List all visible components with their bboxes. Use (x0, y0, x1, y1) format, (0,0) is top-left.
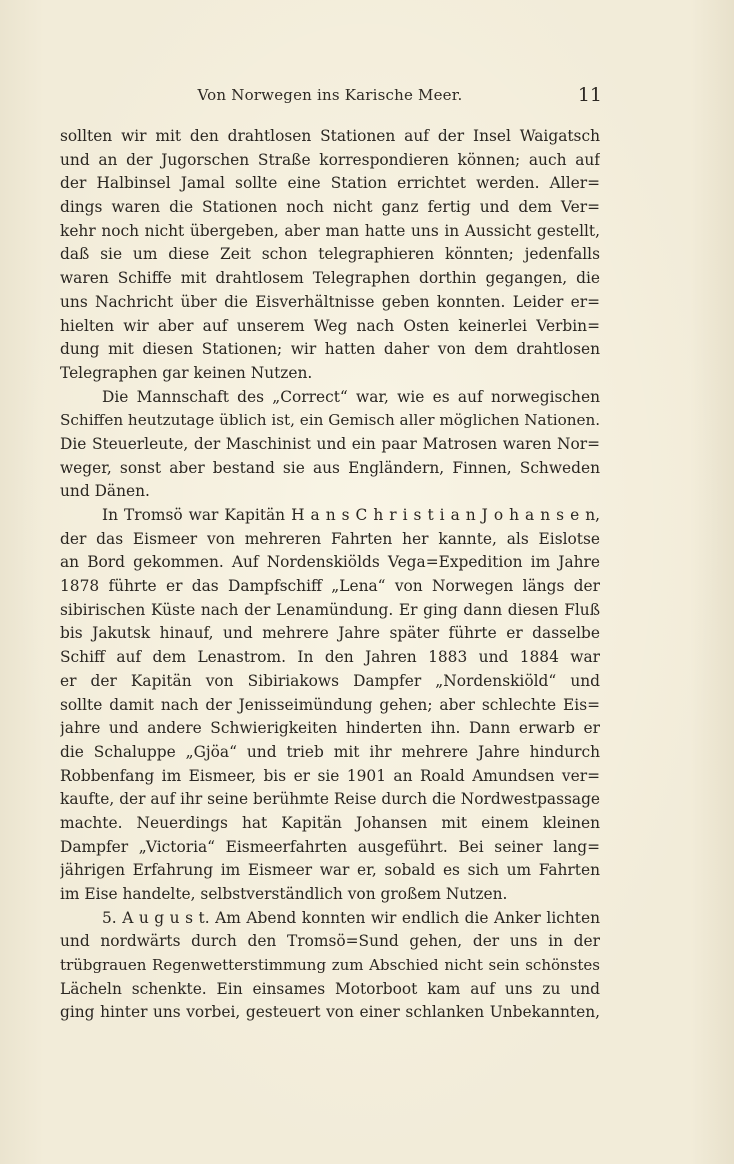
text-line: Schiff auf dem Lenastrom. In den Jahren 1883 und 1884 war (60, 648, 600, 667)
text-line: und nordwärts durch den Tromsö=Sund gehen, der uns in der (60, 932, 600, 951)
text-line: machte. Neuerdings hat Kapitän Johansen mit einem kleinen (60, 813, 600, 832)
text-line: Schiffen heutzutage üblich ist, ein Gemisch aller möglichen Nationen. (60, 411, 600, 430)
text-line: der das Eismeer von mehreren Fahrten her kannte, als Eislotse (60, 529, 600, 548)
running-title: Von Norwegen ins Karische Meer. (197, 86, 463, 104)
text-line: der Halbinsel Jamal sollte eine Station errichtet werden. Aller= (60, 174, 600, 193)
text-line: und Dänen. (60, 482, 150, 501)
text-line: Telegraphen gar keinen Nutzen. (60, 363, 313, 382)
text-line: im Eise handelte, selbstverständlich von großem Nutzen. (60, 885, 508, 903)
page-number: 11 (577, 84, 602, 106)
text-line: jährigen Erfahrung im Eismeer war er, sobald es sich um Fahrten (60, 861, 600, 880)
text-line: dings waren die Stationen noch nicht ganz fertig und dem Ver= (60, 198, 600, 217)
text-line: In Tromsö war Kapitän H a n s C h r i s t i a n J o h a n s e n, (102, 506, 600, 524)
text-line: waren Schiffe mit drahtlosem Telegraphen dorthin gegangen, die (60, 269, 600, 288)
text-line: daß sie um diese Zeit schon telegraphieren könnten; jedenfalls (60, 245, 600, 264)
page-header (60, 84, 600, 112)
text-line: 5. A u g u s t. Am Abend konnten wir endlich die Anker lichten (102, 908, 600, 927)
text-line: dung mit diesen Stationen; wir hatten daher von dem drahtlosen (60, 340, 600, 359)
text-line: trübgrauen Regenwetterstimmung zum Abschied nicht sein schönstes (60, 956, 600, 975)
text-line: ging hinter uns vorbei, gesteuert von einer schlanken Unbekannten, (60, 1003, 600, 1022)
text-line: Lächeln schenkte. Ein einsames Motorboot kam auf uns zu und (60, 979, 600, 998)
text-line: hielten wir aber auf unserem Weg nach Osten keinerlei Verbin= (60, 316, 600, 335)
text-line: Die Steuerleute, der Maschinist und ein paar Matrosen waren Nor= (60, 434, 600, 453)
text-line: kehr noch nicht übergeben, aber man hatte uns in Aussicht gestellt, (60, 221, 600, 240)
text-line: uns Nachricht über die Eisverhältnisse geben konnten. Leider er= (60, 292, 600, 311)
text-line: jahre und andere Schwierigkeiten hinderten ihn. Dann erwarb er (60, 719, 600, 738)
text-line: weger, sonst aber bestand sie aus Engländern, Finnen, Schweden (60, 458, 600, 477)
text-line: die Schaluppe „Gjöa“ und trieb mit ihr mehrere Jahre hindurch (60, 742, 600, 761)
text-line: bis Jakutsk hinauf, und mehrere Jahre später führte er dasselbe (60, 624, 600, 643)
text-line: Die Mannschaft des „Correct“ war, wie es auf norwegischen (102, 387, 600, 406)
text-line: und an der Jugorschen Straße korrespondieren können; auch auf (60, 150, 600, 169)
text-line: sollten wir mit den drahtlosen Stationen auf der Insel Waigatsch (60, 127, 600, 145)
text-line: Dampfer „Victoria“ Eismeerfahrten ausgeführt. Bei seiner lang= (60, 837, 600, 856)
text-line: 1878 führte er das Dampfschiff „Lena“ von Norwegen längs der (60, 577, 600, 596)
text-line: sibirischen Küste nach der Lenamündung. Er ging dann diesen Fluß (60, 600, 600, 619)
text-line: sollte damit nach der Jenisseimündung gehen; aber schlechte Eis= (60, 695, 600, 714)
text-line: er der Kapitän von Sibiriakows Dampfer „Nordenskiöld“ und (60, 671, 600, 690)
text-line: an Bord gekommen. Auf Nordenskiölds Vega=Expedition im Jahre (60, 553, 600, 572)
text-line: Robbenfang im Eismeer, bis er sie 1901 an Roald Amundsen ver= (60, 766, 600, 785)
text-line: kaufte, der auf ihr seine berühmte Reise durch die Nordwestpassage (60, 790, 600, 809)
body-text (60, 125, 600, 1025)
